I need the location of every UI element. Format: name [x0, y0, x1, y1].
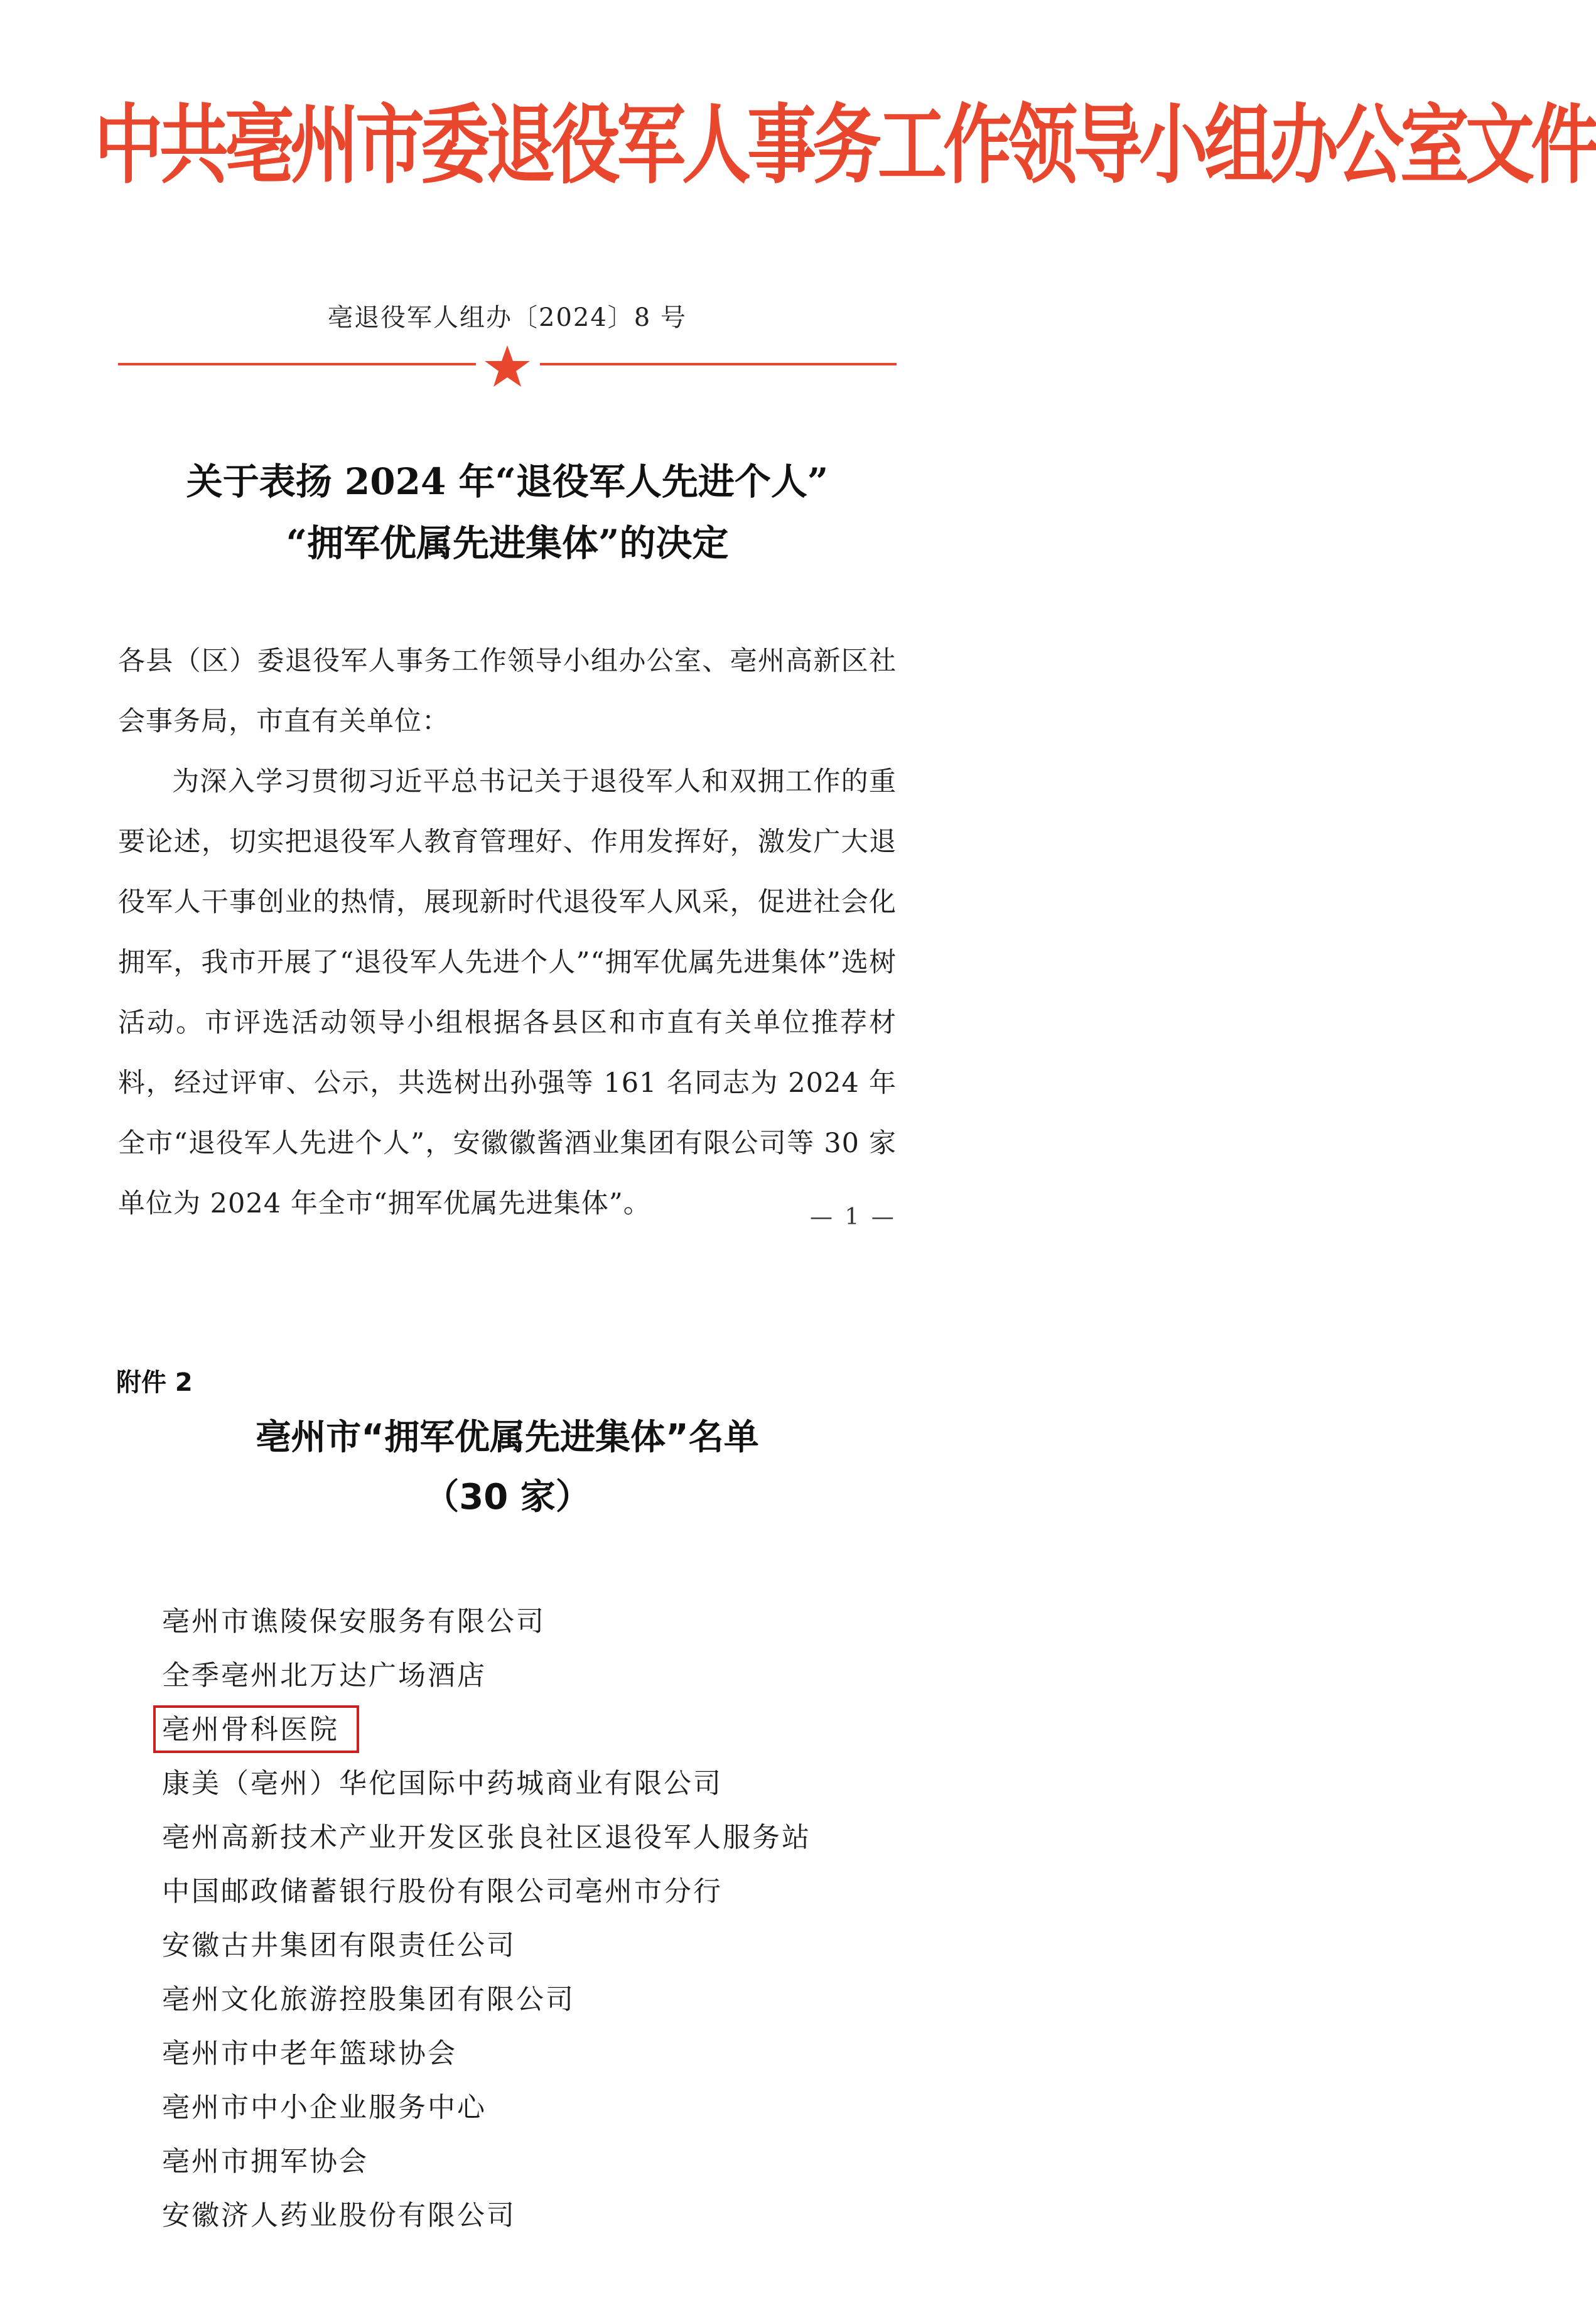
unit-list: [162, 1595, 915, 2243]
highlight-box: [153, 1705, 359, 1753]
list-item: 亳州高新技术产业开发区张良社区退役军人服务站: [162, 1821, 811, 1854]
red-star-icon: [483, 344, 531, 388]
list-item: 亳州市中老年篮球协会: [162, 2037, 457, 2069]
list-item: 亳州文化旅游控股集团有限公司: [162, 1983, 575, 2016]
list-item: 亳州市谯陵保安服务有限公司: [162, 1605, 546, 1638]
list-title: 亳州市“拥军优属先进集体”名单: [256, 1417, 759, 1458]
document-number: 亳退役军人组办〔2024〕8 号: [328, 303, 687, 332]
list-item: 全季亳州北万达广场酒店: [162, 1659, 487, 1692]
decision-title-line-2: “拥军优属先进集体”的决定: [286, 522, 729, 564]
list-item: 安徽济人药业股份有限公司: [162, 2199, 516, 2231]
addressee: 各县（区）委退役军人事务工作领导小组办公室、亳州高新区社会事务局，市直有关单位：: [118, 645, 897, 737]
decision-paragraph: 为深入学习贯彻习近平总书记关于退役军人和双拥工作的重要论述，切实把退役军人教育管理好、作用发挥好，激发广大退役军人干事创业的热情，展现新时代退役军人风采，促进社会化拥军，我市开展了“退役军人先进个人”“拥军优属先进集体”选树活动。市评选活动领导小组根据各县区和市直有关单位推荐材料，经过评审、公示，共选树出孙强等 161 名同志为 2024 年全市“退役军人先进个人”，安徽徽酱酒业集团有限公司等 30 家单位为 2024 年全市“拥军优属先进集体”。: [118, 766, 897, 1219]
attachment-label: 附件 2: [116, 1368, 193, 1397]
list-item: 亳州市中小企业服务中心: [162, 2091, 487, 2123]
decision-title-line-1: 关于表扬 2024 年“退役军人先进个人”: [186, 460, 829, 503]
list-count: （30 家）: [424, 1477, 591, 1518]
list-item: 康美（亳州）华佗国际中药城商业有限公司: [162, 1767, 723, 1800]
list-item-highlighted: 亳州骨科医院: [162, 1703, 915, 1757]
list-item: 安徽古井集团有限责任公司: [162, 1929, 516, 1962]
list-item: 亳州市拥军协会: [162, 2145, 369, 2177]
red-divider-left: [118, 363, 476, 365]
page-number: — 1 —: [810, 1204, 897, 1230]
red-header-title: 中共亳州市委退役军人事务工作领导小组办公室文件: [94, 95, 1596, 196]
list-item: 中国邮政储蓄银行股份有限公司亳州市分行: [162, 1875, 723, 1908]
red-divider-right: [540, 363, 897, 365]
